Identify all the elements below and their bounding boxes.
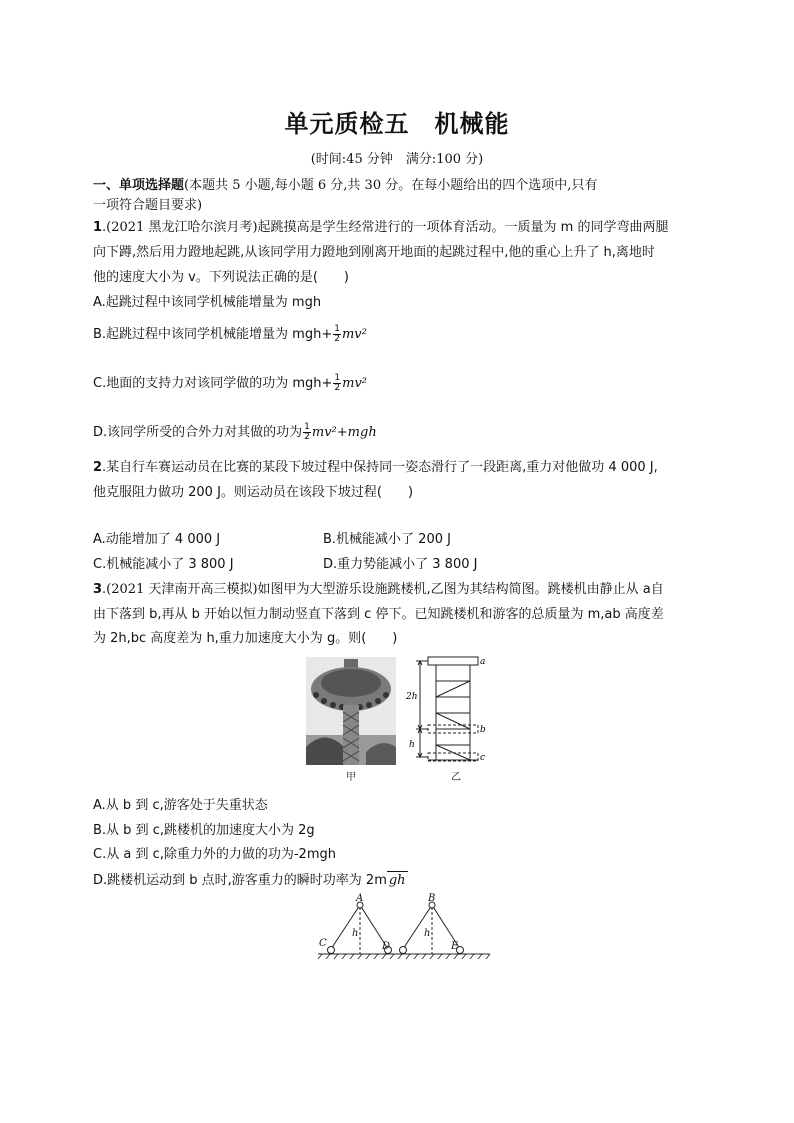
label-C: C bbox=[319, 938, 327, 949]
q1-option-c-mv2: mv² bbox=[342, 376, 368, 391]
label-a: a bbox=[480, 657, 486, 667]
q3-line-2: 由下落到 b,再从 b 开始以恒力制动竖直下落到 c 停下。已知跳楼机和游客的总质量为 m,ab 高度差 bbox=[93, 607, 664, 622]
section-note-2: 一项符合题目要求) bbox=[93, 198, 203, 213]
q1-option-d-expr: mv²+mgh bbox=[311, 425, 377, 440]
q3-option-c: C.从 a 到 c,除重力外的力做的功为-2mgh bbox=[93, 847, 336, 862]
section-header bbox=[93, 177, 597, 195]
q2-number: 2 bbox=[93, 460, 103, 475]
q2-option-a: A.动能增加了 4 000 J bbox=[93, 532, 221, 547]
sqrt-gh: gh bbox=[388, 873, 406, 888]
label-h2: h bbox=[424, 928, 431, 939]
label-A: A bbox=[356, 893, 364, 904]
q1-option-c bbox=[93, 374, 367, 393]
q2-option-d: D.重力势能减小了 3 800 J bbox=[323, 557, 478, 572]
q3-source: .(2021 天津南开高三模拟) bbox=[102, 582, 258, 597]
label-E: E bbox=[451, 941, 459, 952]
q1-option-b-text: B.起跳过程中该同学机械能增量为 mgh+ bbox=[93, 327, 333, 342]
q2-text-1: .某自行车赛运动员在比赛的某段下坡过程中保持同一姿态滑行了一段距离,重力对他做功 4 000 J, bbox=[102, 460, 658, 475]
section-note-1: (本题共 5 小题,每小题 6 分,共 30 分。在每小题给出的四个选项中,只有 bbox=[184, 178, 598, 193]
page-subtitle: (时间:45 分钟 满分:100 分) bbox=[310, 152, 484, 167]
section-title: 一、单项选择题 bbox=[93, 178, 185, 193]
q2-option-c: C.机械能减小了 3 800 J bbox=[93, 557, 234, 572]
q1-line-2: 向下蹲,然后用力蹬地起跳,从该同学用力蹬地到刚离开地面的起跳过程中,他的重心上升了 h,离地时 bbox=[93, 245, 655, 260]
label-D: D bbox=[382, 941, 391, 952]
q2-line-2: 他克服阻力做功 200 J。则运动员在该段下坡过程( ) bbox=[93, 485, 414, 500]
q1-number: 1 bbox=[93, 220, 103, 235]
q1-line-1 bbox=[93, 219, 668, 237]
q1-option-c-text: C.地面的支持力对该同学做的功为 mgh+ bbox=[93, 376, 333, 391]
page-title: 单元质检五 机械能 bbox=[284, 110, 510, 138]
q1-option-d-text: D.该同学所受的合外力对其做的功为 bbox=[93, 425, 303, 440]
half-fraction: $\frac{1}{2}$ bbox=[304, 422, 310, 442]
q1-option-a: A.起跳过程中该同学机械能增量为 mgh bbox=[93, 295, 322, 310]
drop-tower-photo bbox=[306, 657, 396, 765]
drop-tower-diagram bbox=[406, 655, 516, 767]
q3-option-a: A.从 b 到 c,游客处于失重状态 bbox=[93, 798, 268, 813]
label-c: c bbox=[480, 753, 486, 763]
q3-option-d-text: D.跳楼机运动到 b 点时,游客重力的瞬时功率为 2m bbox=[93, 873, 387, 888]
label-h: h bbox=[409, 740, 415, 750]
q3-line-1 bbox=[93, 581, 664, 599]
triangle-track-diagram bbox=[314, 892, 494, 962]
q2-line-1 bbox=[93, 459, 658, 477]
label-h1: h bbox=[352, 928, 359, 939]
q3-number: 3 bbox=[93, 582, 103, 597]
half-fraction: $\frac{1}{2}$ bbox=[334, 373, 341, 393]
figure-caption-yi: 乙 bbox=[451, 772, 461, 783]
q1-option-d bbox=[93, 423, 377, 442]
q2-option-b: B.机械能减小了 200 J bbox=[323, 532, 451, 547]
figure-caption-jia: 甲 bbox=[346, 772, 356, 783]
half-fraction: $\frac{1}{2}$ bbox=[334, 324, 340, 344]
q3-line-3: 为 2h,bc 高度差为 h,重力加速度大小为 g。则( ) bbox=[93, 631, 398, 646]
q1-text-1: 起跳摸高是学生经常进行的一项体育活动。一质量为 m 的同学弯曲两腿 bbox=[257, 220, 669, 235]
q3-option-b: B.从 b 到 c,跳楼机的加速度大小为 2g bbox=[93, 823, 315, 838]
label-2h: 2h bbox=[406, 692, 418, 702]
q3-text-1: 如图甲为大型游乐设施跳楼机,乙图为其结构简图。跳楼机由静止从 a自 bbox=[257, 582, 664, 597]
label-b: b bbox=[480, 725, 486, 735]
q1-source: .(2021 黑龙江哈尔滨月考) bbox=[102, 220, 258, 235]
q1-option-b-mv2: mv² bbox=[341, 327, 367, 342]
q3-option-d bbox=[93, 871, 408, 890]
q1-option-b bbox=[93, 325, 367, 344]
q1-line-3: 他的速度大小为 v。下列说法正确的是( ) bbox=[93, 270, 349, 285]
label-B: B bbox=[428, 893, 436, 904]
